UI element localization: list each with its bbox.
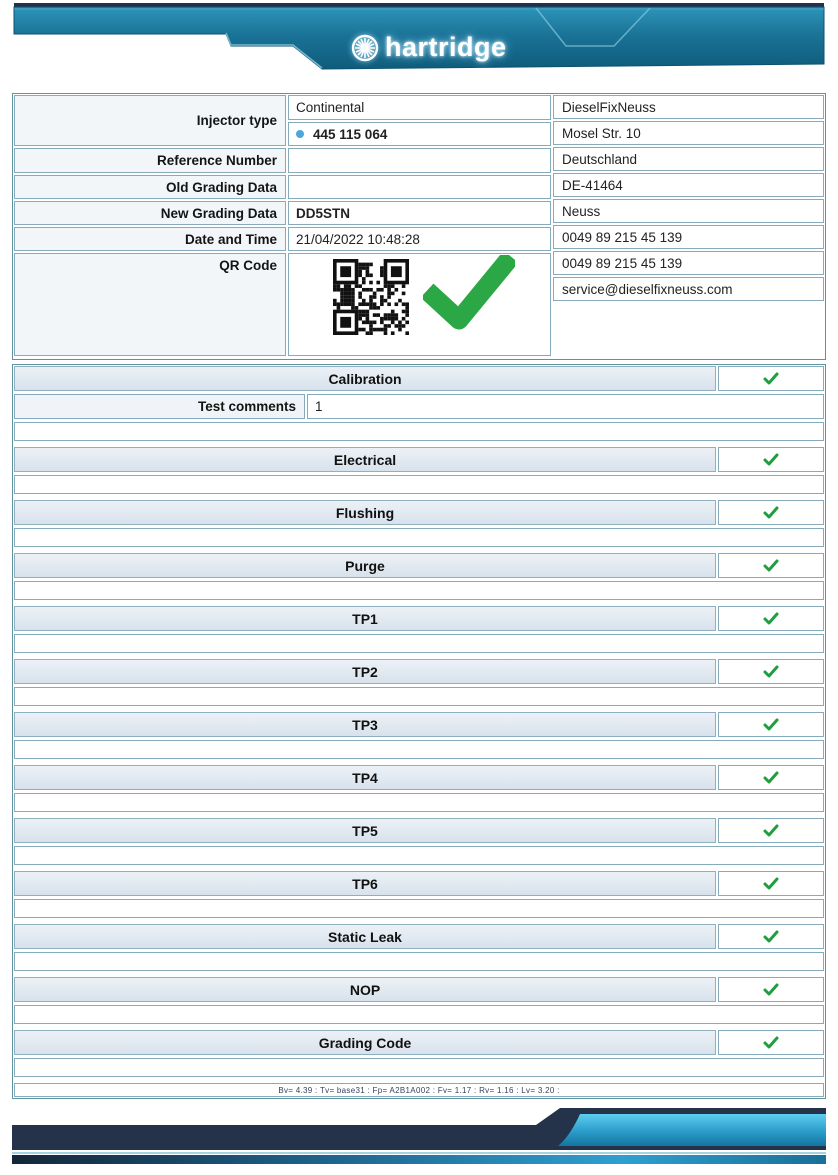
contact-line: DE-41464	[553, 173, 824, 197]
qr-cell	[288, 253, 551, 356]
pass-status-cell	[718, 447, 824, 472]
footer-banner-graphic	[0, 1100, 838, 1170]
section-title: Purge	[14, 553, 716, 578]
test-section	[14, 366, 824, 441]
pass-status-cell	[718, 818, 824, 843]
hartridge-logo	[350, 32, 507, 63]
empty-row	[14, 528, 824, 547]
section-title: TP4	[14, 765, 716, 790]
old-grading-data-value	[288, 175, 551, 199]
pass-status-cell	[718, 871, 824, 896]
check-icon	[763, 372, 779, 385]
section-title: Electrical	[14, 447, 716, 472]
check-icon	[763, 559, 779, 572]
contact-column	[553, 95, 824, 303]
check-icon	[763, 771, 779, 784]
empty-row	[14, 1005, 824, 1024]
empty-row	[14, 581, 824, 600]
values-column	[288, 95, 551, 358]
test-section	[14, 1030, 824, 1077]
page-footer	[0, 1100, 838, 1170]
section-title: TP6	[14, 871, 716, 896]
pass-status-cell	[718, 712, 824, 737]
test-section	[14, 765, 824, 812]
test-sections	[14, 366, 824, 1077]
check-icon	[763, 930, 779, 943]
contact-line: service@dieselfixneuss.com	[553, 277, 824, 301]
pass-status-cell	[718, 765, 824, 790]
test-section	[14, 659, 824, 706]
footer-note: Bv= 4.39 : Tv= base31 : Fp= A2B1A002 : Fv= 1.17 : Rv= 1.16 : Lv= 3.20 :	[14, 1083, 824, 1097]
pass-status-cell	[718, 606, 824, 631]
wheel-icon	[350, 33, 380, 63]
empty-row	[14, 899, 824, 918]
empty-row	[14, 422, 824, 441]
labels-column	[14, 95, 286, 358]
check-icon	[763, 1036, 779, 1049]
test-section	[14, 712, 824, 759]
test-section	[14, 818, 824, 865]
section-title: Calibration	[14, 366, 716, 391]
section-title: Flushing	[14, 500, 716, 525]
contact-line: 0049 89 215 45 139	[553, 251, 824, 275]
test-section	[14, 924, 824, 971]
test-section	[14, 553, 824, 600]
test-section	[14, 500, 824, 547]
section-title: TP2	[14, 659, 716, 684]
pass-status-cell	[718, 553, 824, 578]
new-grading-data-label: New Grading Data	[14, 201, 286, 225]
check-icon	[763, 718, 779, 731]
empty-row	[14, 687, 824, 706]
pass-status-cell	[718, 1030, 824, 1055]
page-header	[0, 0, 838, 82]
injector-brand-value: Continental	[288, 95, 551, 120]
reference-number-value	[288, 148, 551, 173]
pass-status-cell	[718, 659, 824, 684]
test-section	[14, 977, 824, 1024]
test-results-table	[12, 364, 826, 1099]
check-icon	[763, 665, 779, 678]
section-title: TP5	[14, 818, 716, 843]
test-section	[14, 871, 824, 918]
check-icon	[763, 877, 779, 890]
bullet-icon	[296, 130, 304, 138]
injector-number-text: 445 115 064	[313, 126, 388, 142]
contact-line: 0049 89 215 45 139	[553, 225, 824, 249]
section-title: NOP	[14, 977, 716, 1002]
new-grading-data-value: DD5STN	[288, 201, 551, 225]
empty-row	[14, 793, 824, 812]
injector-type-label: Injector type	[14, 95, 286, 146]
pass-status-cell	[718, 500, 824, 525]
check-icon	[763, 612, 779, 625]
test-comments-label: Test comments	[14, 394, 305, 419]
empty-row	[14, 952, 824, 971]
qr-code	[333, 259, 409, 335]
qr-code-label: QR Code	[14, 253, 286, 356]
empty-row	[14, 634, 824, 653]
check-icon	[763, 453, 779, 466]
section-title: Grading Code	[14, 1030, 716, 1055]
check-icon	[763, 824, 779, 837]
old-grading-data-label: Old Grading Data	[14, 175, 286, 199]
empty-row	[14, 846, 824, 865]
test-section	[14, 447, 824, 494]
check-icon	[763, 983, 779, 996]
contact-line: Mosel Str. 10	[553, 121, 824, 145]
test-section	[14, 606, 824, 653]
injector-info-table	[12, 93, 826, 360]
success-check-icon	[423, 255, 515, 331]
injector-number-value	[288, 122, 551, 146]
section-title: TP3	[14, 712, 716, 737]
pass-status-cell	[718, 366, 824, 391]
contact-line: Neuss	[553, 199, 824, 223]
section-title: Static Leak	[14, 924, 716, 949]
pass-status-cell	[718, 977, 824, 1002]
date-time-label: Date and Time	[14, 227, 286, 251]
check-icon	[763, 506, 779, 519]
empty-row	[14, 740, 824, 759]
test-comments-value: 1	[307, 394, 824, 419]
contact-line: Deutschland	[553, 147, 824, 171]
empty-row	[14, 1058, 824, 1077]
reference-number-label: Reference Number	[14, 148, 286, 173]
logo-text: hartridge	[385, 32, 507, 62]
empty-row	[14, 475, 824, 494]
date-time-value: 21/04/2022 10:48:28	[288, 227, 551, 251]
contact-line: DieselFixNeuss	[553, 95, 824, 119]
pass-status-cell	[718, 924, 824, 949]
section-title: TP1	[14, 606, 716, 631]
